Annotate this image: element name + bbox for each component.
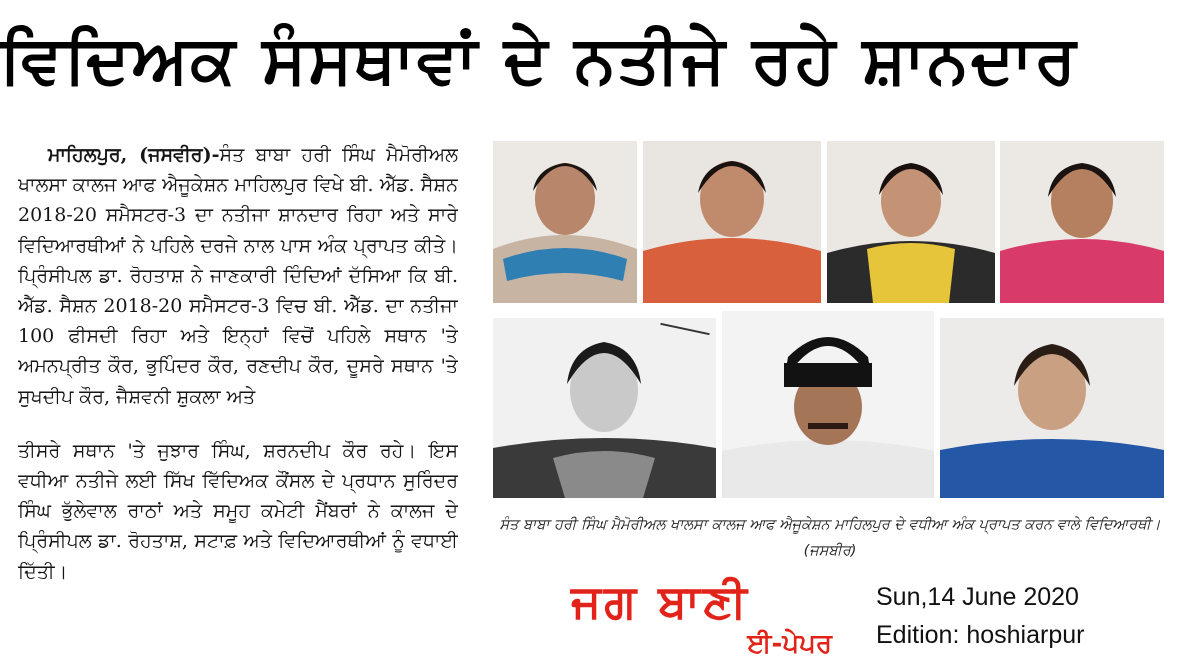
article-dateline: ਮਾਹਿਲਪੁਰ, (ਜਸਵੀਰ)- xyxy=(48,144,220,166)
photo-caption: ਸੰਤ ਬਾਬਾ ਹਰੀ ਸਿੰਘ ਮੈਮੋਰੀਅਲ ਖਾਲਸਾ ਕਾਲਜ ਆਫ ਐਜੂਕੇਸ਼ਨ ਮਾਹਿਲਪੁਰ ਦੇ ਵਧੀਆ ਅੰਕ ਪ੍ਰਾਪਤ ਕਰਨ ਵਾਲੇ ਵਿਦਿਆਰਥੀ। (ਜਸਬੀਰ) xyxy=(499,517,1161,559)
article-body xyxy=(18,140,458,666)
edition-info xyxy=(876,578,1186,658)
edition-date: Sun,14 June 2020 xyxy=(876,583,1079,611)
article-paragraph-1-text: ਸੰਤ ਬਾਬਾ ਹਰੀ ਸਿੰਘ ਮੈਮੋਰੀਅਲ ਖਾਲਸਾ ਕਾਲਜ ਆਫ ਐਜੂਕੇਸ਼ਨ ਮਾਹਿਲਪੁਰ ਵਿਖੇ ਬੀ. ਐੱਡ. ਸੈਸ਼ਨ 2018-20 ਸਮੈਸਟਰ-3 ਦਾ ਨਤੀਜਾ ਸ਼ਾਨਦਾਰ ਰਿਹਾ ਅਤੇ ਸਾਰੇ ਵਿਦਿਆਰਥੀਆਂ ਨੇ ਪਹਿਲੇ ਦਰਜੇ ਨਾਲ ਪਾਸ ਅੰਕ ਪ੍ਰਾਪਤ ਕੀਤੇ। ਪ੍ਰਿੰਸੀਪਲ ਡਾ. ਰੋਹਤਾਸ਼ ਨੇ ਜਾਣਕਾਰੀ ਦਿੰਦਿਆਂ ਦੱਸਿਆ ਕਿ ਬੀ. ਐੱਡ. ਸੈਸ਼ਨ 2018-20 ਸਮੈਸਟਰ-3 ਵਿਚ ਬੀ. ਐੱਡ. ਦਾ ਨਤੀਜਾ 100 ਫੀਸਦੀ ਰਿਹਾ ਅਤੇ ਇਨ੍ਹਾਂ ਵਿਚੋਂ ਪਹਿਲੇ ਸਥਾਨ 'ਤੇ ਅਮਨਪ੍ਰੀਤ ਕੌਰ, ਭੁਪਿੰਦਰ ਕੌਰ, ਰਣਦੀਪ ਕੌਰ, ਦੂਸਰੇ ਸਥਾਨ 'ਤੇ ਸੁਖਦੀਪ ਕੌਰ, ਜੈਸ਼ਵਨੀ ਸ਼ੁਕਲਾ ਅਤੇ xyxy=(18,144,458,408)
student-photo-1 xyxy=(493,141,637,303)
headline: ਵਿਦਿਅਕ ਸੰਸਥਾਵਾਂ ਦੇ ਨਤੀਜੇ ਰਹੇ ਸ਼ਾਨਦਾਰ xyxy=(0,21,1078,98)
edition-label: Edition: hoshiarpur xyxy=(876,621,1085,649)
newspaper-logo xyxy=(482,575,837,665)
student-photo-3 xyxy=(827,141,995,303)
logo-subtitle: ਈ-ਪੇਪਰ xyxy=(747,629,832,659)
article-paragraph-1 xyxy=(18,140,458,412)
student-photo-2 xyxy=(643,141,821,303)
student-photo-4 xyxy=(1000,141,1164,303)
logo-name: ਜਗ ਬਾਣੀ xyxy=(571,575,750,627)
article-paragraph-2: ਤੀਸਰੇ ਸਥਾਨ 'ਤੇ ਜੁਝਾਰ ਸਿੰਘ, ਸ਼ਰਨਦੀਪ ਕੌਰ ਰਹੇ। ਇਸ ਵਧੀਆ ਨਤੀਜੇ ਲਈ ਸਿੱਖ ਵਿੱਦਿਅਕ ਕੌਂਸਲ ਦੇ ਪ੍ਰਧਾਨ ਸੁਰਿੰਦਰ ਸਿੰਘ ਭੁੱਲੇਵਾਲ ਰਾਠਾਂ ਅਤੇ ਸਮੂਹ ਕਮੇਟੀ ਮੈਂਬਰਾਂ ਨੇ ਕਾਲਜ ਦੇ ਪ੍ਰਿੰਸੀਪਲ ਡਾ. ਰੋਹਤਾਸ਼, ਸਟਾਫ਼ ਅਤੇ ਵਿਦਿਆਰਥੀਆਂ ਨੂੰ ਵਧਾਈ ਦਿੱਤੀ। xyxy=(18,439,458,583)
student-photo-6 xyxy=(722,311,934,498)
student-photo-7 xyxy=(940,318,1164,498)
student-photo-5 xyxy=(493,318,716,498)
